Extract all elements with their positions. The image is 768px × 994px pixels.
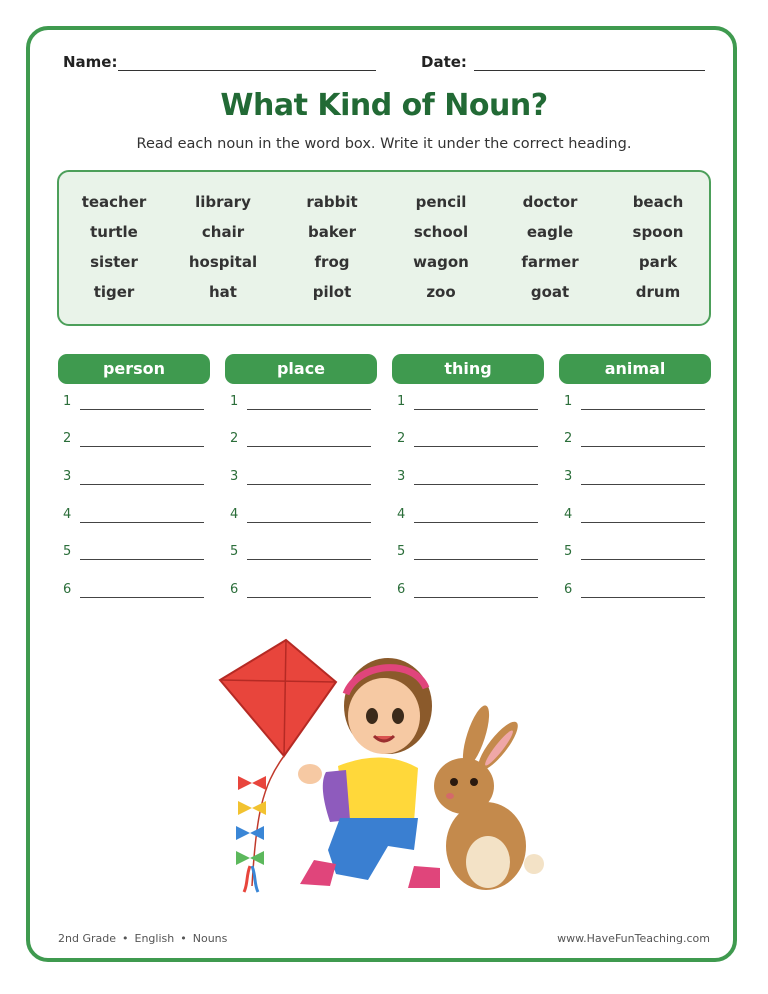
row-number: 4 [564, 507, 573, 522]
word-box [57, 170, 711, 326]
bunny-icon [434, 703, 544, 890]
answer-line[interactable] [80, 484, 204, 485]
row-number: 1 [564, 394, 573, 409]
answer-line[interactable] [247, 559, 371, 560]
word: park [638, 253, 678, 271]
row-number: 6 [63, 582, 72, 597]
word: beach [632, 193, 684, 211]
bullet-icon: • [122, 932, 129, 945]
answer-line[interactable] [80, 409, 204, 410]
bullet-icon: • [180, 932, 187, 945]
word: hat [209, 283, 237, 301]
heading-thing: thing [392, 354, 544, 384]
date-label: Date: [421, 53, 467, 71]
answer-line[interactable] [247, 597, 371, 598]
answer-line[interactable] [581, 484, 705, 485]
heading-place: place [225, 354, 377, 384]
answer-line[interactable] [414, 559, 538, 560]
answer-line[interactable] [581, 446, 705, 447]
word: baker [307, 223, 356, 241]
date-field[interactable] [474, 70, 705, 71]
answer-line[interactable] [247, 522, 371, 523]
word: pilot [312, 283, 352, 301]
answer-line[interactable] [247, 484, 371, 485]
answer-line[interactable] [247, 409, 371, 410]
footer-grade: 2nd Grade [58, 932, 116, 945]
row-number: 6 [397, 582, 406, 597]
row-number: 1 [63, 394, 72, 409]
footer-subject: English [134, 932, 175, 945]
footer-tags [58, 932, 227, 945]
answer-line[interactable] [80, 446, 204, 447]
name-field[interactable] [118, 70, 376, 71]
answer-line[interactable] [80, 522, 204, 523]
row-number: 2 [230, 431, 239, 446]
answer-line[interactable] [247, 446, 371, 447]
word: doctor [522, 193, 578, 211]
word: goat [530, 283, 570, 301]
word: pencil [415, 193, 467, 211]
word: school [413, 223, 469, 241]
row-number: 6 [230, 582, 239, 597]
name-label: Name: [63, 53, 118, 71]
answer-line[interactable] [414, 446, 538, 447]
girl-kite-bunny-illustration [218, 636, 558, 898]
answer-line[interactable] [581, 597, 705, 598]
row-number: 5 [230, 544, 239, 559]
word: spoon [632, 223, 684, 241]
word: wagon [413, 253, 469, 271]
answer-line[interactable] [581, 559, 705, 560]
word: zoo [426, 283, 456, 301]
heading-person: person [58, 354, 210, 384]
row-number: 6 [564, 582, 573, 597]
word: library [195, 193, 251, 211]
word: eagle [526, 223, 574, 241]
answer-line[interactable] [414, 522, 538, 523]
word: frog [314, 253, 350, 271]
answer-line[interactable] [581, 409, 705, 410]
heading-animal: animal [559, 354, 711, 384]
footer-website: www.HaveFunTeaching.com [557, 932, 710, 945]
row-number: 3 [397, 469, 406, 484]
answer-line[interactable] [414, 484, 538, 485]
kite-icon [220, 640, 336, 892]
word: rabbit [306, 193, 358, 211]
word: teacher [81, 193, 147, 211]
word: drum [635, 283, 681, 301]
row-number: 3 [230, 469, 239, 484]
answer-line[interactable] [414, 597, 538, 598]
answer-line[interactable] [80, 559, 204, 560]
row-number: 4 [230, 507, 239, 522]
answer-line[interactable] [80, 597, 204, 598]
word: hospital [188, 253, 258, 271]
row-number: 3 [564, 469, 573, 484]
row-number: 5 [397, 544, 406, 559]
word: sister [90, 253, 138, 271]
page-title: What Kind of Noun? [220, 88, 548, 123]
row-number: 4 [63, 507, 72, 522]
instructions: Read each noun in the word box. Write it under the correct heading. [136, 136, 632, 152]
row-number: 2 [63, 431, 72, 446]
answer-line[interactable] [581, 522, 705, 523]
row-number: 2 [397, 431, 406, 446]
footer-topic: Nouns [192, 932, 228, 945]
row-number: 1 [230, 394, 239, 409]
word: chair [201, 223, 245, 241]
row-number: 5 [564, 544, 573, 559]
word: farmer [521, 253, 579, 271]
row-number: 3 [63, 469, 72, 484]
word: turtle [90, 223, 138, 241]
answer-line[interactable] [414, 409, 538, 410]
row-number: 4 [397, 507, 406, 522]
row-number: 5 [63, 544, 72, 559]
row-number: 2 [564, 431, 573, 446]
row-number: 1 [397, 394, 406, 409]
word: tiger [93, 283, 135, 301]
